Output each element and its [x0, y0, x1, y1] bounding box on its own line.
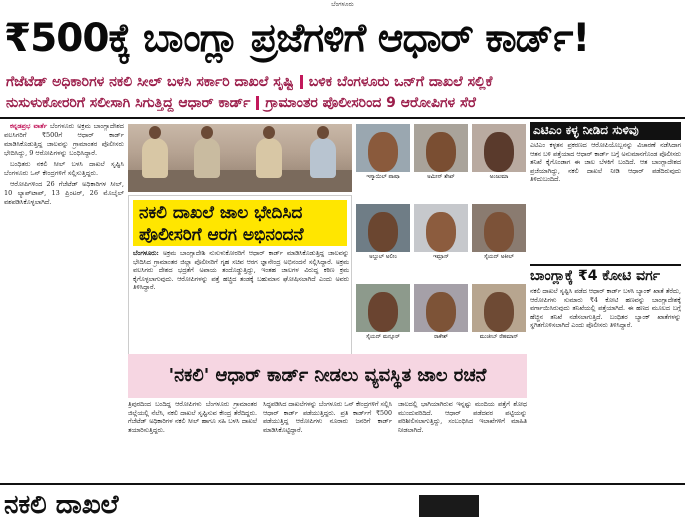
suspect-caption: ಅಮೀನ್ ಶೇಖ್ — [414, 172, 468, 183]
left-article-column — [4, 122, 124, 464]
subheadline-3: ನುಸುಳುಕೋರರಿಗೆ ಸಲೀಸಾಗಿ ಸಿಗುತ್ತಿದ್ದ ಆಧಾರ್ ಕಾರ್ಡ್ — [6, 95, 251, 111]
subheadline-row-1 — [6, 72, 680, 92]
separator-bar — [256, 96, 259, 110]
suspect-photo — [472, 124, 526, 183]
suspect-photo — [356, 204, 410, 263]
subheadline-1: ಗೆಜೆಟೆಡ್ ಅಧಿಕಾರಿಗಳ ನಕಲಿ ಸೀಲ್ ಬಳಸಿ ಸರ್ಕಾರಿ ದಾಖಲೆ ಸೃಷ್ಟಿ — [6, 74, 294, 90]
cropped-graphic — [419, 495, 479, 517]
photo-person — [194, 138, 220, 178]
right-column-bottom — [530, 264, 681, 479]
suspect-caption: ಸೈಯದ್ ಮನ್ಸೂರ್ — [356, 332, 410, 343]
photo-person — [142, 138, 168, 178]
right-column-top — [530, 122, 681, 268]
right-column-heading: ಎಟಿಎಂ ಕಳ್ಳ ನೀಡಿದ ಸುಳಿವು — [530, 122, 681, 140]
next-headline — [4, 486, 681, 524]
suspect-photo-grid — [356, 124, 526, 351]
article-paragraph: ಆರೋಪಿಗಳಿಂದ 26 ಗೆಜೆಟೆಡ್ ಅಧಿಕಾರಿಗಳ ಸೀಲ್, 10 ಲ್ಯಾಪ್‌ಟಾಪ್, 13 ಪ್ರಿಂಟರ್, 26 ಮೊಬೈಲ್ ವಶಪಡಿಸಿಕೊಳ್ಳಲಾಗಿದೆ. — [4, 180, 124, 206]
suspect-photo — [414, 284, 468, 343]
main-headline: ₹500ಕ್ಕೆ ಬಾಂಗ್ಲಾ ಪ್ರಜೆಗಳಿಗೆ ಆಧಾರ್ ಕಾರ್ಡ್! — [4, 16, 590, 61]
suspect-photo — [414, 204, 468, 263]
subheadline-2: ಬಳಿಕ ಬೆಂಗಳೂರು ಒನ್‌ಗೆ ದಾಖಲೆ ಸಲ್ಲಿಕೆ — [308, 74, 493, 90]
suspect-caption: ಅಬ್ದುಲ್ ಅಲೀಂ — [356, 252, 410, 263]
suspect-caption: ಅಂಜುಮಾ — [472, 172, 526, 183]
suspect-photo — [356, 284, 410, 343]
press-meet-photo — [128, 124, 352, 192]
sidebar-box — [128, 195, 352, 371]
article-paragraph: ಬಂಧಿತರು ನಕಲಿ ಸೀಲ್ ಬಳಸಿ ದಾಖಲೆ ಸೃಷ್ಟಿಸಿ ಬೆಂಗಳೂರು ಒನ್ ಕೇಂದ್ರಗಳಿಗೆ ಸಲ್ಲಿಸುತ್ತಿದ್ದರು. — [4, 160, 124, 177]
photo-person — [256, 138, 282, 178]
suspect-photo — [472, 284, 526, 343]
suspect-photo — [472, 204, 526, 263]
dateline: ಕನ್ನಡಪ್ರಭ ವಾರ್ತೆ — [10, 122, 48, 130]
suspect-caption: ರಾಕೇಶ್ — [414, 332, 468, 343]
article-column: ತ್ರಿಪುರದಿಂದ ಬಂದಿದ್ದ ಆರೋಪಿಗಳು ಬೆಂಗಳೂರು ಗ್ರಾಮಾಂತರ ಜಿಲ್ಲೆಯಲ್ಲಿ ನೆಲೆಸಿ, ನಕಲಿ ದಾಖಲೆ ಸೃಷ್ಟಿಸುವ ಕೇಂದ್ರ ತೆರೆದಿದ್ದರು. ಗೆಜೆಟೆಡ್ ಅಧಿಕಾರಿಗಳ ನಕಲಿ ಸೀಲ್ ಹಾಗೂ ಸಹಿ ಬಳಸಿ ದಾಖಲೆ ತಯಾರಿಸುತ್ತಿದ್ದರು. — [128, 401, 257, 434]
suspect-photo — [414, 124, 468, 183]
paragraph-text: ಅಕ್ರಮ ಬಾಂಗ್ಲಾದೇಶದ ವಲಸಿಗರಿಗೆ ₹500ಗೆ ಆಧಾರ್ ಕಾರ್ಡ್ ಮಾಡಿಸಿಕೊಡುತ್ತಿದ್ದ ಜಾಲವನ್ನು ಗ್ರಾಮಾಂತರ ಪೊಲೀಸರು ಭೇದಿಸಿದ್ದು, 9 ಆರೋಪಿಗಳನ್ನು ಬಂಧಿಸಿದ್ದಾರೆ. — [4, 122, 124, 157]
separator-bar — [300, 75, 303, 89]
article-paragraph — [4, 122, 124, 158]
suspect-photo — [356, 124, 410, 183]
subheadline-row-2 — [6, 93, 680, 113]
right-column-text-2: ನಕಲಿ ದಾಖಲೆ ಸೃಷ್ಟಿಸಿ ಪಡೆದ ಆಧಾರ್ ಕಾರ್ಡ್ ಬಳಸಿ ಬ್ಯಾಂಕ್ ಖಾತೆ ತೆರೆದು, ಆರೋಪಿಗಳು ಸುಮಾರು ₹4 ಕೋಟಿ ಹಣವನ್ನು ಬಾಂಗ್ಲಾದೇಶಕ್ಕೆ ವರ್ಗಾಯಿಸಿರುವುದು ತನಿಖೆಯಲ್ಲಿ ಪತ್ತೆಯಾಗಿದೆ. ಈ ಹಣದ ಮೂಲದ ಬಗ್ಗೆ ಹೆಚ್ಚಿನ ತನಿಖೆ ನಡೆಸಲಾಗುತ್ತಿದೆ. ಬಂಧಿತರ ಬ್ಯಾಂಕ್ ಖಾತೆಗಳನ್ನು ಸ್ಥಗಿತಗೊಳಿಸಲಾಗಿದೆ ಎಂದು ಪೊಲೀಸರು ತಿಳಿಸಿದ್ದಾರೆ. — [530, 288, 681, 330]
suspect-caption: ಇಸ್ಮಾಯಿಲ್ ಪಾಷಾ — [356, 172, 410, 183]
photo-person — [310, 138, 336, 178]
suspect-caption: ಮುಜೀಬ್ ರೆಹಮಾನ್ — [472, 332, 526, 343]
sidebar-text — [133, 250, 349, 368]
suspect-caption: ಸೈಯದ್ ಅಕೀಲ್ — [472, 252, 526, 263]
suspect-caption: ಇಮ್ರಾನ್ — [414, 252, 468, 263]
subheadline-4: ಗ್ರಾಮಾಂತರ ಪೊಲೀಸರಿಂದ 9 ಆರೋಪಿಗಳ ಸೆರೆ — [265, 95, 476, 111]
dateline-place: ಬೆಂಗಳೂರು — [49, 122, 75, 130]
section-heading-band: 'ನಕಲಿ' ಆಧಾರ್ ಕಾರ್ಡ್ ನೀಡಲು ವ್ಯವಸ್ಥಿತ ಜಾಲ ರಚನೆ — [128, 354, 527, 398]
sidebar-body: ಅಕ್ರಮ ಬಾಂಗ್ಲಾದೇಶಿ ನುಸುಳುಕೋರರಿಗೆ ಆಧಾರ್ ಕಾರ್ಡ್ ಮಾಡಿಸಿಕೊಡುತ್ತಿದ್ದ ಜಾಲವನ್ನು ಭೇದಿಸಿದ ಗ್ರಾಮಾಂತರ ಜಿಲ್ಲಾ ಪೊಲೀಸರಿಗೆ ಗೃಹ ಸಚಿವ ಆರಗ ಜ್ಞಾನೇಂದ್ರ ಅಭಿನಂದನೆ ಸಲ್ಲಿಸಿದ್ದಾರೆ. ಅಕ್ರಮ ವಲಸಿಗರು ದೇಶದ ಭದ್ರತೆಗೆ ಅಪಾಯ ತಂದೊಡ್ಡುತ್ತಿದ್ದು, ಇಂತಹ ಜಾಲಗಳ ವಿರುದ್ಧ ಕಠಿಣ ಕ್ರಮ ಕೈಗೊಳ್ಳಲಾಗುವುದು. ಆರೋಪಿಗಳನ್ನು ಪತ್ತೆ ಹಚ್ಚಿದ ತಂಡಕ್ಕೆ ಬಹುಮಾನ ಘೋಷಿಸಲಾಗಿದೆ ಎಂದು ಅವರು ತಿಳಿಸಿದ್ದಾರೆ. — [133, 250, 349, 292]
article-column: ಜಾಲದಲ್ಲಿ ಭಾಗಿಯಾಗಿರುವ ಇನ್ನಷ್ಟು ಮಂದಿಯ ಪತ್ತೆಗೆ ಶೋಧ ಮುಂದುವರಿದಿದೆ. ಆಧಾರ್ ಪಡೆದವರ ಪಟ್ಟಿಯನ್ನು ಪರಿಶೀಲಿಸಲಾಗುತ್ತಿದ್ದು, ಸಂಬಂಧಿಸಿದ ಇಲಾಖೆಗಳಿಗೆ ಮಾಹಿತಿ ನೀಡಲಾಗಿದೆ. — [398, 401, 527, 434]
right-column-heading-2: ಬಾಂಗ್ಲಾಕ್ಕೆ ₹4 ಕೋಟಿ ವರ್ಗ — [530, 264, 681, 286]
article-column: ಸಿದ್ಧಪಡಿಸಿದ ದಾಖಲೆಗಳನ್ನು ಬೆಂಗಳೂರು ಒನ್ ಕೇಂದ್ರಗಳಿಗೆ ಸಲ್ಲಿಸಿ ಆಧಾರ್ ಕಾರ್ಡ್ ಪಡೆಯುತ್ತಿದ್ದರು. ಪ್ರತಿ ಕಾರ್ಡ್‌ಗೆ ₹500 ಪಡೆಯುತ್ತಿದ್ದ ಆರೋಪಿಗಳು ನೂರಾರು ಜನರಿಗೆ ಕಾರ್ಡ್ ಮಾಡಿಸಿಕೊಟ್ಟಿದ್ದಾರೆ. — [263, 401, 392, 434]
sidebar-heading: ನಕಲಿ ದಾಖಲೆ ಜಾಲ ಭೇದಿಸಿದ ಪೊಲೀಸರಿಗೆ ಆರಗ ಅಭಿನಂದನೆ — [133, 200, 347, 246]
bottom-article-columns — [128, 401, 527, 481]
masthead-strip: ಬೆಂಗಳೂರು — [331, 1, 354, 8]
sidebar-dateline: ಬೆಂಗಳೂರು: — [133, 250, 159, 257]
right-column-text: ಎಟಿಎಂ ಕಳ್ಳತನ ಪ್ರಕರಣದ ಆರೋಪಿಯೊಬ್ಬನನ್ನು ವಿಚಾರಣೆ ನಡೆಸಿದಾಗ ಆತನ ಬಳಿ ಪತ್ತೆಯಾದ ಆಧಾರ್ ಕಾರ್ಡ್ ಬಗ್ಗೆ ಅನುಮಾನಗೊಂಡ ಪೊಲೀಸರು ತನಿಖೆ ಕೈಗೊಂಡಾಗ ಈ ಜಾಲ ಬೆಳಕಿಗೆ ಬಂದಿದೆ. ಆತ ಬಾಂಗ್ಲಾದೇಶದ ಪ್ರಜೆಯಾಗಿದ್ದು, ನಕಲಿ ದಾಖಲೆ ನೀಡಿ ಆಧಾರ್ ಪಡೆದಿರುವುದು ತಿಳಿದುಬಂದಿದೆ. — [530, 142, 681, 184]
next-headline-text: ನಕಲಿ ದಾಖಲೆ — [4, 490, 119, 520]
bottom-divider — [0, 483, 685, 485]
headline-divider — [0, 117, 685, 119]
